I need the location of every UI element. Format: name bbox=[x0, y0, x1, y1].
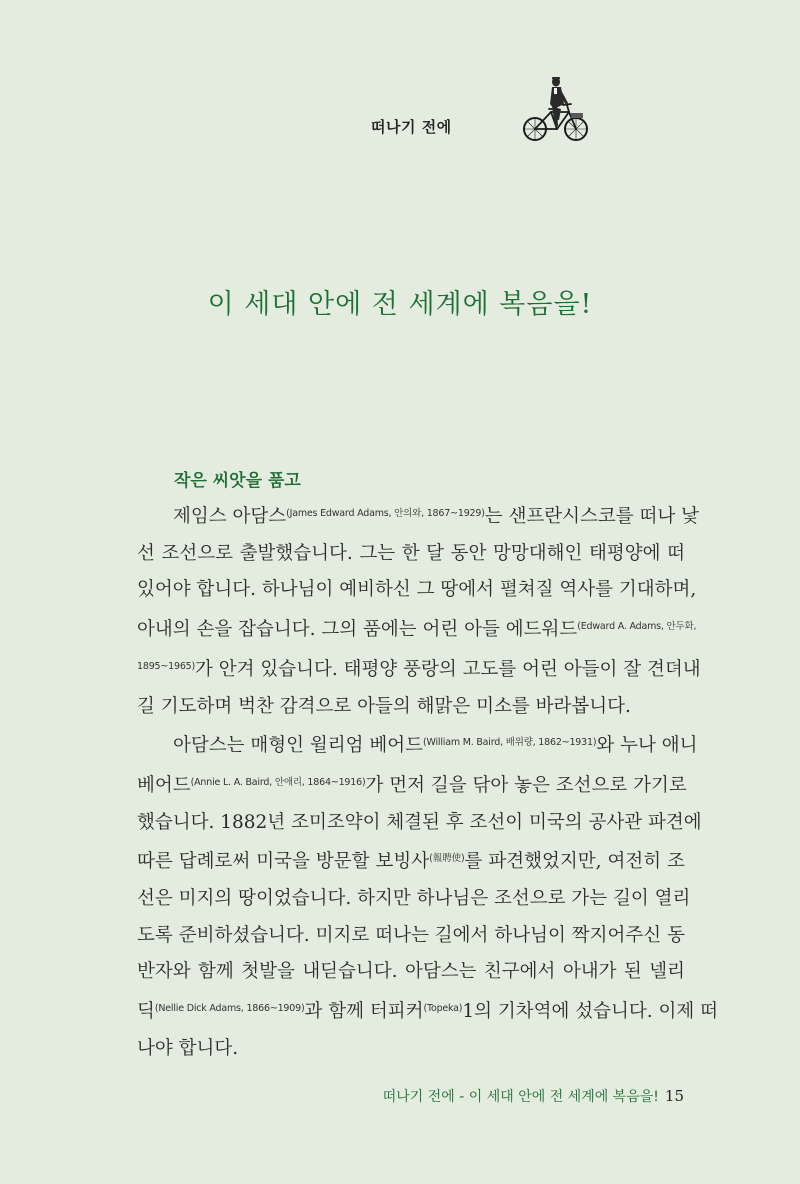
subheading: 작은 씨앗을 품고 bbox=[174, 471, 301, 491]
text-line bbox=[137, 496, 699, 536]
text-line bbox=[137, 805, 702, 842]
inline-annotation: (Topeka) bbox=[423, 1003, 463, 1015]
text-run: 했습니다. 1882년 조미조약이 체결된 후 조선이 미국의 공사관 파견에 bbox=[137, 811, 702, 833]
text-run: 반자와 함께 첫발을 내딛습니다. 아담스는 친구에서 아내가 된 넬리 bbox=[137, 961, 685, 983]
text-run: 길 기도하며 벅찬 감격으로 아들의 해맑은 미소를 바라봅니다. bbox=[137, 695, 631, 717]
page-number: 15 bbox=[664, 1087, 684, 1105]
paragraph bbox=[137, 725, 718, 1067]
text-run: 가 먼저 길을 닦아 놓은 조선으로 가기로 bbox=[365, 774, 687, 796]
text-run: 1의 기차역에 섰습니다. 이제 떠 bbox=[462, 1001, 718, 1023]
text-line bbox=[137, 649, 701, 689]
text-line bbox=[137, 689, 685, 726]
text-run: 선은 미지의 땅이었습니다. 하지만 하나님은 조선으로 가는 길이 열리 bbox=[137, 888, 691, 910]
text-run: 도록 준비하셨습니다. 미지로 떠나는 길에서 하나님이 짝지어주신 동 bbox=[137, 924, 685, 946]
text-line bbox=[137, 954, 685, 991]
text-run: 아담스는 매형인 윌리엄 베어드 bbox=[173, 735, 423, 757]
inline-annotation: 1895~1965) bbox=[137, 660, 196, 672]
text-run: 아내의 손을 잡습니다. 그의 품에는 어린 아들 에드워드 bbox=[137, 619, 578, 641]
paragraph bbox=[137, 496, 701, 725]
page-footer bbox=[383, 1086, 684, 1106]
body-text bbox=[137, 496, 718, 1068]
text-line bbox=[137, 572, 697, 609]
text-run: 따른 답례로써 미국을 방문할 보빙사 bbox=[137, 851, 430, 873]
running-title: 떠나기 전에 - 이 세대 안에 전 세계에 복음을! bbox=[382, 1089, 659, 1105]
text-line bbox=[137, 881, 691, 918]
text-line bbox=[137, 918, 685, 955]
text-run: 제임스 아담스 bbox=[173, 506, 287, 527]
text-run: 나야 합니다. bbox=[137, 1037, 239, 1059]
text-line bbox=[137, 1031, 685, 1068]
text-line bbox=[137, 609, 697, 649]
inline-annotation: (報聘使) bbox=[429, 853, 465, 865]
text-run: 과 함께 터피커 bbox=[304, 1001, 424, 1023]
text-line bbox=[137, 725, 698, 765]
text-line bbox=[137, 765, 685, 805]
man-riding-bicycle-icon bbox=[521, 76, 591, 144]
text-run: 를 파견했었지만, 여전히 조 bbox=[464, 851, 685, 873]
text-run: 딕 bbox=[137, 1001, 155, 1023]
text-run: 선 조선으로 출발했습니다. 그는 한 달 동안 망망대해인 태평양에 떠 bbox=[137, 542, 685, 564]
inline-annotation: (Nellie Dick Adams, 1866~1909) bbox=[154, 1003, 305, 1015]
chapter-header: 떠나기 전에 bbox=[371, 118, 452, 136]
text-run: 와 누나 애니 bbox=[596, 735, 698, 757]
text-run: 베어드 bbox=[137, 774, 191, 796]
text-run: 가 안겨 있습니다. 태평양 풍랑의 고도를 어린 아들이 잘 견뎌내 bbox=[195, 658, 701, 680]
text-run: 있어야 합니다. 하나님이 예비하신 그 땅에서 펼쳐질 역사를 기대하며, bbox=[137, 579, 697, 601]
inline-annotation: (James Edward Adams, 안의와, 1867~1929) bbox=[286, 508, 485, 519]
text-line bbox=[137, 841, 685, 881]
inline-annotation: (William M. Baird, 배위량, 1862~1931) bbox=[422, 737, 597, 749]
text-line bbox=[137, 991, 718, 1031]
text-line bbox=[137, 536, 685, 573]
section-title: 이 세대 안에 전 세계에 복음을! bbox=[207, 289, 593, 320]
inline-annotation: (Edward A. Adams, 안두화, bbox=[577, 621, 697, 633]
text-run: 는 샌프란시스코를 떠나 낯 bbox=[484, 506, 699, 527]
inline-annotation: (Annie L. A. Baird, 안애리, 1864~1916) bbox=[190, 776, 366, 788]
